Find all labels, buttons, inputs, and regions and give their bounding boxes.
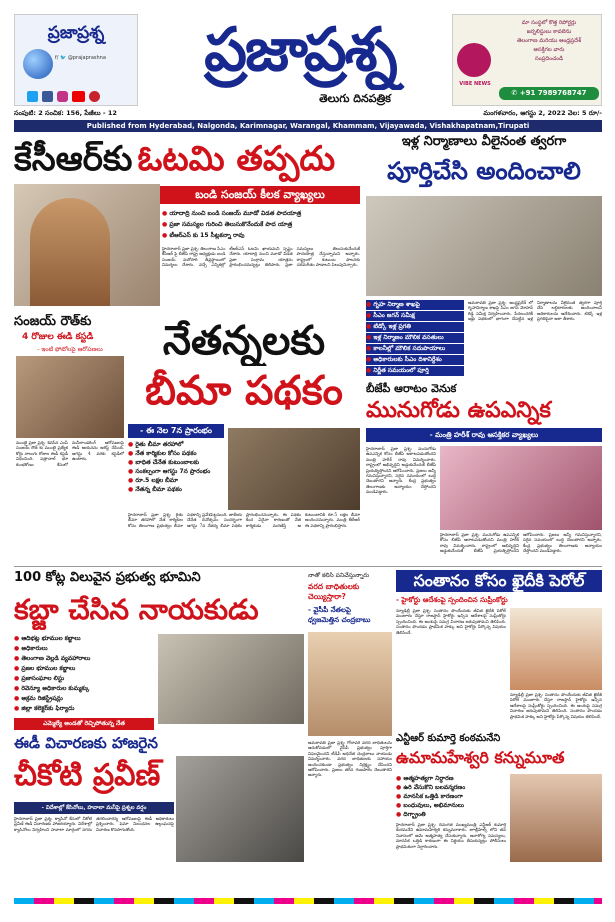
houses-headline: పూర్తిచేసి అందించాలి <box>387 157 581 185</box>
naidu-body-text: అమరావతి ప్రజా ప్రశ్న: గోదావరి వరద బాధితులను ఆదుకోవడంలో వైసీపీ ప్రభుత్వం పూర్తిగా విఫలమైందని టీడీపీ అధినేత చంద్రబాబు నాయుడు విమర్శించారు. వరద బాధితులకు సహాయం అందించకుండా ప్రభుత్వం నిర్లక్ష్యం చేసిందని ఆరోపించారు. ప్రజలు తగిన గుణపాఠం చెబుతారని అన్నారు. <box>308 740 392 778</box>
uma-headline: ఉమామహేశ్వరి కన్నుమూత <box>396 748 565 767</box>
ad-phone-number: +91 7989768747 <box>519 89 587 97</box>
small-logo-title: ప్రజాప్రశ్న <box>47 23 105 43</box>
raut-strap: - ఇంటి ఫోటోలపై ఆరోపణలు <box>37 346 103 353</box>
masthead-subtitle: తెలుగు దినపత్రిక <box>319 92 391 105</box>
parole-body-text-cont: న్యూఢిల్లీ ప్రజా ప్రశ్న: సంతానం పొందేందుకు జీవిత ఖైదీకి పెరోల్ మంజూరు చేస్తూ రాజస్థాన్ హైకోర్టు ఇచ్చిన ఆదేశాలపై సుప్రీంకోర్టు స్పందించింది. ఈ అంశంపై సమగ్ర విచారణ జరుపుతామని తెలిపింది. సంతానం పొందడం ప్రాథమిక హక్కు అని హైకోర్టు పేర్కొన్న విషయం తెలిసిందే. <box>510 692 602 719</box>
raut-sub: 4 రోజుల ఈడీ కస్టడీ <box>22 332 94 342</box>
houses-body-text: అమరావతి ప్రజా ప్రశ్న: ఆంధ్రప్రదేశ్ లో గృహనిర్మాణ శాఖపై సీఎం జగన్ మోహన్ రెడ్డి సమీక్ష నిర్వహించారు. పేదలందరికీ ఇళ్లు పథకంలో భాగంగా చేపట్టిన ఇళ్ల నిర్మాణాలను వీలైనంత త్వరగా పూర్తి చేసి లబ్ధిదారులకు అందించాలని అధికారులను ఆదేశించారు. టిడ్కో ఇళ్ల ప్రగతిపైనా ఆరా తీశారు. <box>468 300 602 322</box>
phone-icon: ✆ <box>511 89 520 97</box>
land-kicker: 100 కోట్ల విలువైన ప్రభుత్వ భూమిని <box>14 570 201 585</box>
uma-kicker: ఎన్టీఆర్ కుమార్తె కంఠమనేని <box>396 733 501 744</box>
kcr-bullet: ● ప్రజా సమస్యల గురించి తెలుసుకొనేందుకే పాద యాత్ర <box>162 219 360 230</box>
houses-bullet: ● సీఎం జగన్ సమీక్ష <box>366 311 464 321</box>
bandi-sanjay-portrait <box>30 198 110 306</box>
land-bullet: ● ఆదిభట్ల భూముల కబ్జాలు <box>14 634 154 644</box>
globe-icon <box>23 49 53 79</box>
instagram-icon[interactable] <box>57 91 68 102</box>
kcr-body <box>162 246 360 308</box>
ad-line: ఆసక్తిగల వారు <box>533 47 565 53</box>
weavers-bullets <box>128 440 228 494</box>
land-bullet: ● అక్రమ రిజిస్ట్రేషన్లు <box>14 694 154 704</box>
social-handle: f/ 🐦 @prajaprashna <box>55 55 106 61</box>
land-note: ఎమ్మెల్యే అండతో రెచ్చిపోతున్న నేత <box>14 718 154 730</box>
houses-kicker: ఇళ్ల నిర్మాణాలు వీలైనంత త్వరగా <box>401 134 567 149</box>
land-bullet: ● తెలంగాణ వెల్లడి వ్యవహారాలు <box>14 654 154 664</box>
weavers-photo <box>228 428 360 510</box>
ad-phone[interactable] <box>499 87 599 100</box>
naidu-headline: వరద బాధితులకు చెయ్యిస్తారా? <box>308 582 360 601</box>
parole-body-text: న్యూఢిల్లీ ప్రజా ప్రశ్న: సంతానం పొందేందుకు జీవిత ఖైదీకి పెరోల్ మంజూరు చేస్తూ రాజస్థాన్ హైకోర్టు ఇచ్చిన ఆదేశాలపై సుప్రీంకోర్టు స్పందించింది. ఈ అంశంపై సమగ్ర విచారణ జరుపుతామని తెలిపింది. సంతానం పొందడం ప్రాథమిక హక్కు అని హైకోర్టు పేర్కొన్న విషయం తెలిసిందే. <box>396 608 506 635</box>
houses-body <box>468 300 602 376</box>
ad-line: జర్నలిస్టులు కావలెను <box>526 29 572 35</box>
issue-bar <box>14 108 602 119</box>
uma-bullet: ● ఆత్మహత్యగా నిర్ధారణ <box>396 774 506 783</box>
issue-date: మంగళవారం, ఆగస్టు 2, 2022 వెల: 5 రూ/- <box>483 109 602 117</box>
uma-bullet: ● ఉరి వేసుకొని బలవన్మరణం <box>396 783 506 792</box>
weavers-bullet: ● రూ.5 లక్షల బీమా <box>128 476 228 485</box>
weavers-bullet: ● నేతన్న బీమా పథకం <box>128 485 228 494</box>
kcr-bullets <box>162 208 360 241</box>
land-bullets <box>14 634 154 714</box>
munugode-body-text-cont: హైదరాబాద్ ప్రజా ప్రశ్న: మునుగోడు ఉపఎన్నిక కోసం బీజేపీ ఆరాటపడుతోందని మంత్రి హరీశ్ రావు విమర్శించారు. రాష్ట్రంలో అభివృద్ధిని అడ్డుకునేందుకే బీజేపీ ప్రయత్నిస్తోందని ఆరోపించారు. ప్రజలు అన్నీ గమనిస్తున్నారని, సరైన సమయంలో బుద్ధి చెబుతారని అన్నారు. కేంద్ర ప్రభుత్వం తెలంగాణకు అన్యాయం చేస్తోందని మండిపడ్డారు. <box>440 532 602 554</box>
weavers-body-text: హైదరాబాద్ ప్రజా ప్రశ్న: రైతు బీమా తరహాలో నేత కార్మికుల కోసం తెలంగాణ ప్రభుత్వం బీమా పథకాన్ని ప్రవేశపెట్టనుంది. జాతీయ చేనేత దినోత్సవం సందర్భంగా ఆగస్టు 7న నేతన్న బీమా పథకం ప్రారంభించనున్నారు. ఈ పథకం కింద ఏదైనా కారణంతో నేత కార్మికుడు మరణిస్తే ఆ కుటుంబానికి రూ.5 లక్షల బీమా అందించనున్నారు. మంత్రి కేటీఆర్ ఈ పథకాన్ని ప్రారంభిస్తారు. <box>128 512 360 528</box>
issue-info: సంపుటి: 2 సంచిక: 156, పేజీలు - 12 <box>14 109 117 117</box>
small-logo-box <box>14 14 138 106</box>
parole-body <box>396 608 506 728</box>
houses-bullets <box>366 300 464 377</box>
ad-line: సంప్రదించండి <box>534 56 564 62</box>
weavers-strap: - ఈ నెల 7న ప్రారంభం <box>128 424 224 438</box>
pinterest-icon[interactable] <box>89 91 100 102</box>
houses-bullet: ● కాలనీల్లో మౌలిక సదుపాయాలు <box>366 344 464 354</box>
naidu-kicker: నాతో కలిసి పనిచేస్తున్నారు <box>308 572 370 579</box>
raut-body <box>16 440 124 512</box>
parole-strap: - హైకోర్టు ఆదేశంపై స్పందించిన సుప్రీంకోర్టు <box>396 596 508 604</box>
land-bullet: ● జిల్లా కలెక్టర్‌కు ఫిర్యాదు <box>14 704 154 714</box>
sanjay-raut-photo <box>16 356 124 438</box>
kcr-headline <box>14 136 360 182</box>
houses-bullet: ● నిర్ణీత సమయంలో పూర్తి <box>366 366 464 376</box>
munugode-strap: - మంత్రి హరీశ్ రావు ఆసక్తికర వ్యాఖ్యలు <box>366 428 602 442</box>
raut-body-text: ముంబై ప్రజా ప్రశ్న: శివసేన ఎంపీ సంజయ్ రౌత్ కు ముంబై ప్రత్యేక కోర్టు నాలుగు రోజుల ఈడీ కస్టడీ విధించింది. పత్రాచాల్ భూ కుంభకోణం కేసులో మనీలాండరింగ్ ఆరోపణలపై ఈడీ ఆయనను అరెస్ట్ చేసింది. ఆగస్టు 4 వరకు కస్టడీలో ఉంటారు. <box>16 440 124 467</box>
munugode-body-a <box>366 446 436 550</box>
land-bullet: ● ప్రజాసంఘాల లిస్టు <box>14 674 154 684</box>
houses-bullet: ● అధికారులకు సీఎం దిశానిర్దేశం <box>366 355 464 365</box>
weavers-headline-a: నేతన్నలకు <box>162 318 326 364</box>
uma-bullet: ● బంధువులు, అభిమానులు <box>396 801 506 810</box>
uma-bullets <box>396 774 506 819</box>
print-color-strip <box>14 898 602 904</box>
ad-line: తెలంగాణ మరియు ఆంధ్రప్రదేశ్ <box>516 38 581 44</box>
kcr-bullet: ● యాదాద్రి నుంచి బండి సంజయ్ మూడో విడత పాదయాత్ర <box>162 208 360 219</box>
masthead-title: ప్రజాప్రశ్న <box>204 15 396 85</box>
land-bullet: ● ప్రజల భూముల కబ్జాలు <box>14 664 154 674</box>
houses-bullet: ● గృహ నిర్మాణ శాఖపై <box>366 300 464 310</box>
kcr-headline-a: కేసీఆర్‌కు <box>14 139 133 179</box>
land-bullet: ● అధికారులు <box>14 644 154 654</box>
vibe-news-brand: VIBE NEWS <box>459 81 491 87</box>
ed-kicker: ఈడీ విచారణకు హాజరైన <box>14 734 158 752</box>
kcr-body-text: హైదరాబాద్ ప్రజా ప్రశ్న: తెలంగాణ సీఎం కేసీఆర్ పై బీజేపీ రాష్ట్ర అధ్యక్షుడు బండి సంజయ్ మరోసారి తీవ్రస్థాయిలో విమర్శలు చేశారు. వచ్చే ఎన్నికల్లో టీఆర్ఎస్ ఓటమి ఖాయమని స్పష్టం చేశారు. యాదాద్రి నుంచి మూడో విడత ప్రజా సంగ్రామ యాత్రను ప్రారంభించనున్నట్లు తెలిపారు. ప్రజా సమస్యలు తెలుసుకునేందుకే పాదయాత్ర చేస్తున్నామని అన్నారు. రాష్ట్రంలో కుటుంబ పాలనకు చరమగీతం పాడాలని పిలుపునిచ్చారు. <box>162 246 360 268</box>
houses-bullet: ● టిడ్కో ఇళ్ల ప్రగతి <box>366 322 464 332</box>
harish-rao-photo <box>440 446 602 530</box>
land-headline: కబ్జా చేసిన నాయకుడు <box>14 593 259 626</box>
weavers-bullet: ● రైతు బీమా తరహాలో <box>128 440 228 449</box>
ed-headline: చీకోటి ప్రవీణ్ <box>14 758 161 793</box>
section-divider <box>14 566 602 567</box>
chikoti-praveen-photo <box>176 756 304 862</box>
kcr-strap: బండి సంజయ్ కీలక వ్యాఖ్యలు <box>160 186 360 204</box>
munugode-body-b <box>440 532 602 562</box>
published-from-bar: Published from Hyderabad, Nalgonda, Karimnagar, Warangal, Khammam, Vijayawada, Vishakhapatnam,Tirupati <box>14 120 602 132</box>
land-bullet: ● రెవెన్యూ అధికారుల కుమ్మక్కు <box>14 684 154 694</box>
uma-maheswari-photo <box>510 774 602 862</box>
uma-body-text: హైదరాబాద్ ప్రజా ప్రశ్న: దివంగత ముఖ్యమంత్రి ఎన్టీఆర్ కుమార్తె కంఠమనేని ఉమామహేశ్వరి కన్నుమూశారు. జూబ్లీహిల్స్ లోని తన నివాసంలో ఆమె ఆత్మహత్య చేసుకున్నారు. అనారోగ్య సమస్యలు, మానసిక ఒత్తిడి కారణంగా ఈ నిర్ణయం తీసుకున్నట్లు పోలీసులు ప్రాథమికంగా నిర్ధారించారు. <box>396 822 506 849</box>
ad-line: మా సంస్థలో కొత్త రిపోర్టర్లు <box>521 20 577 26</box>
naidu-strap: - వైసీపీ నేతలపై <box>308 606 351 614</box>
weavers-headline-b: బీమా పథకం <box>145 368 343 414</box>
weavers-body <box>128 512 360 562</box>
uma-body <box>396 822 506 864</box>
naidu-body <box>308 740 392 862</box>
ed-strap: - విదేశాల్లో కేసినోలు, హవాలా మనీపై ప్రశ్నల వర్షం <box>14 802 174 814</box>
supreme-court-photo <box>510 608 602 690</box>
naidu-sub: ధ్వజమెత్తిన చంద్రబాబు <box>308 616 371 624</box>
cm-review-meeting-photo <box>366 196 602 296</box>
uma-bullet: ● దిగ్భ్రాంతి <box>396 810 506 819</box>
recruitment-ad <box>452 14 602 106</box>
youtube-icon[interactable] <box>72 91 85 102</box>
munugode-kicker: బీజేపీ ఆరాటం వెనుక <box>366 382 457 395</box>
twitter-icon[interactable] <box>27 91 38 102</box>
parole-body-cont <box>510 692 602 728</box>
weavers-bullet: ● సంకల్పంగా ఆగస్టు 7న ప్రారంభం <box>128 467 228 476</box>
munugode-headline: మునుగోడు ఉపఎన్నిక <box>366 398 551 423</box>
land-photo <box>158 634 304 724</box>
facebook-icon[interactable] <box>42 91 53 102</box>
weavers-bullet: ● బాధిత చేనేత కుటుంబాలకు <box>128 458 228 467</box>
weavers-bullet: ● నేత కార్మికుల కోసం పథకం <box>128 449 228 458</box>
kcr-bullet: ● టీఆర్ఎస్ కు 15 సీట్లకన్నా రావు <box>162 230 360 241</box>
munugode-body-text: హైదరాబాద్ ప్రజా ప్రశ్న: మునుగోడు ఉపఎన్నిక కోసం బీజేపీ ఆరాటపడుతోందని మంత్రి హరీశ్ రావు విమర్శించారు. రాష్ట్రంలో అభివృద్ధిని అడ్డుకునేందుకే బీజేపీ ప్రయత్నిస్తోందని ఆరోపించారు. ప్రజలు అన్నీ గమనిస్తున్నారని, సరైన సమయంలో బుద్ధి చెబుతారని అన్నారు. కేంద్ర ప్రభుత్వం తెలంగాణకు అన్యాయం చేస్తోందని మండిపడ్డారు. <box>366 446 436 495</box>
ed-body <box>14 816 174 866</box>
chandrababu-photo <box>308 632 392 736</box>
uma-bullet: ● మానసిక ఒత్తిడి కారణంగా <box>396 792 506 801</box>
kcr-headline-b: ఓటమి తప్పదు <box>137 139 336 179</box>
vibe-news-logo <box>457 43 491 77</box>
houses-bullet: ● ఇళ్ల నిర్మాణం మౌలిక వసతులు <box>366 333 464 343</box>
parole-kicker: సంతానం కోసం ఖైదీకి పెరోల్ <box>396 570 602 592</box>
ed-body-text: హైదరాబాద్ ప్రజా ప్రశ్న: క్యాసినో కేసులో చీకోటి ప్రవీణ్ ఈడీ విచారణకు హాజరయ్యారు. విదేశాల్లో క్యాసినోలు నిర్వహించి హవాలా మార్గంలో నగదు తరలించారన్న ఆరోపణలపై ఈడీ అధికారులు ప్రశ్నించారు. ఫెమా నిబంధనల ఉల్లంఘనపై విచారణ కొనసాగుతోంది. <box>14 816 174 832</box>
raut-headline: సంజయ్ రౌత్‌కు <box>14 314 92 329</box>
social-icons <box>27 91 100 102</box>
